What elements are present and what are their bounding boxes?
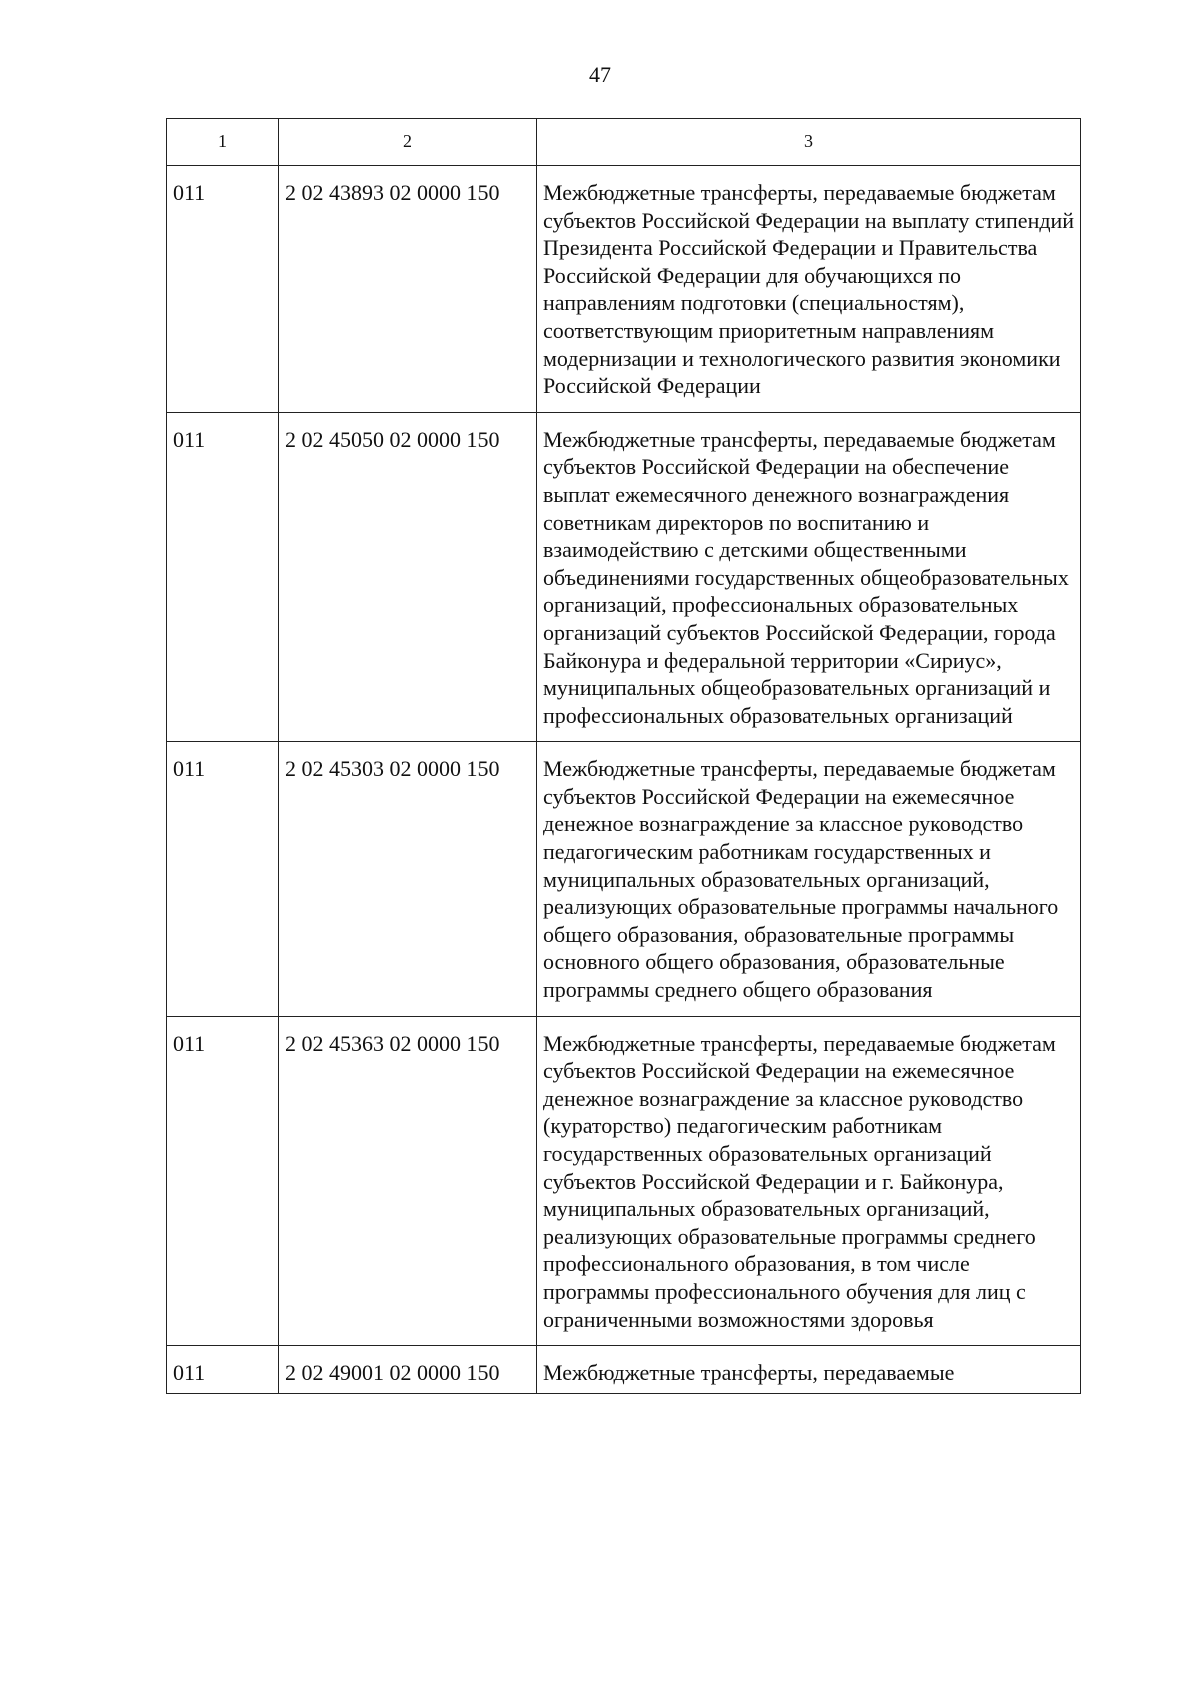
admin-code-cell: 011	[167, 166, 279, 413]
budget-code-cell: 2 02 45363 02 0000 150	[279, 1016, 537, 1346]
column-header-3: 3	[537, 119, 1081, 166]
table-row	[167, 1016, 1081, 1346]
revenue-name-cell: Межбюджетные трансферты, передаваемые бюджетам субъектов Российской Федерации на ежемесячное денежное вознаграждение за классное руководство педагогическим работникам государственных и муниципальных образовательных организаций, реализующих образовательные программы начального общего образования, образовательные программы основного общего образования, образовательные программы среднего общего образования	[537, 742, 1081, 1016]
column-header-1: 1	[167, 119, 279, 166]
revenue-name-cell: Межбюджетные трансферты, передаваемые	[537, 1346, 1081, 1394]
budget-code-cell: 2 02 49001 02 0000 150	[279, 1346, 537, 1394]
budget-code-cell: 2 02 45050 02 0000 150	[279, 412, 537, 742]
revenue-name-cell: Межбюджетные трансферты, передаваемые бюджетам субъектов Российской Федерации на выплату стипендий Президента Российской Федерации и Правительства Российской Федерации для обучающихся по направлениям подготовки (специальностям), соответствующим приоритетным направлениям модернизации и технологического развития экономики Российской Федерации	[537, 166, 1081, 413]
budget-code-cell: 2 02 45303 02 0000 150	[279, 742, 537, 1016]
revenue-name-cell: Межбюджетные трансферты, передаваемые бюджетам субъектов Российской Федерации на обеспечение выплат ежемесячного денежного вознаграждения советникам директоров по воспитанию и взаимодействию с детскими общественными объединениями государственных общеобразовательных организаций, профессиональных образовательных организаций субъектов Российской Федерации, города Байконура и федеральной территории «Сириус», муниципальных общеобразовательных организаций и профессиональных образовательных организаций	[537, 412, 1081, 742]
table-row	[167, 166, 1081, 413]
table-row	[167, 742, 1081, 1016]
table-header-row	[167, 119, 1081, 166]
admin-code-cell: 011	[167, 742, 279, 1016]
admin-code-cell: 011	[167, 412, 279, 742]
admin-code-cell: 011	[167, 1346, 279, 1394]
column-header-2: 2	[279, 119, 537, 166]
budget-code-cell: 2 02 43893 02 0000 150	[279, 166, 537, 413]
table-row	[167, 1346, 1081, 1394]
revenue-name-cell: Межбюджетные трансферты, передаваемые бюджетам субъектов Российской Федерации на ежемесячное денежное вознаграждение за классное руководство (кураторство) педагогическим работникам государственных образовательных организаций субъектов Российской Федерации и г. Байконура, муниципальных образовательных организаций, реализующих образовательные программы среднего профессионального образования, в том числе программы профессионального обучения для лиц с ограниченными возможностями здоровья	[537, 1016, 1081, 1346]
page-number: 47	[589, 62, 611, 87]
table-row	[167, 412, 1081, 742]
budget-classification-table	[166, 118, 1081, 1394]
admin-code-cell: 011	[167, 1016, 279, 1346]
